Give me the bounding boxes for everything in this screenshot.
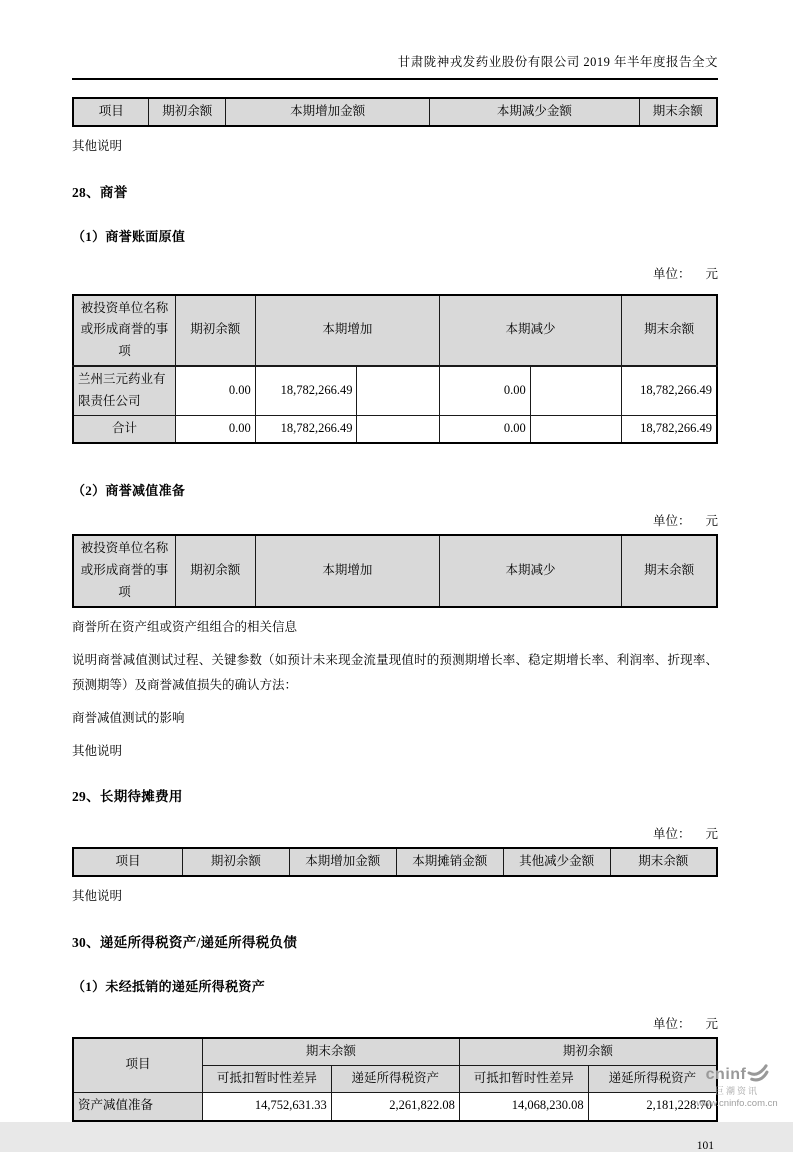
col-subheader: 递延所得税资产: [588, 1065, 717, 1092]
unit-value: 元: [705, 266, 718, 281]
section-28-2-title: （2）商誉减值准备: [72, 483, 186, 499]
cninfo-wordmark: cninf: [705, 1066, 747, 1083]
unit-value: 元: [705, 827, 718, 842]
table-header-row: [73, 295, 717, 367]
goodwill-note: 说明商誉减值测试过程、关键参数（如预计未来现金流量现值时的预测期增长率、稳定期增长率、利润率、折现率、预测期等）及商誉减值损失的确认方法：: [72, 652, 718, 693]
col-subheader: 可抵扣暂时性差异: [459, 1065, 588, 1092]
table-header-row: [73, 848, 717, 876]
group-header-begin: 期初余额: [459, 1038, 717, 1065]
cninfo-swoosh-icon: [748, 1064, 768, 1086]
col-header: 期初余额: [149, 98, 226, 126]
deferred-tax-assets-table: [72, 1037, 718, 1122]
section-28-title: 28、商誉: [72, 184, 128, 200]
col-subheader: 递延所得税资产: [331, 1065, 459, 1092]
unit-line: [72, 264, 718, 282]
cninfo-logo: [685, 1064, 789, 1109]
col-header: 期初余额: [175, 535, 255, 607]
goodwill-note: 商誉所在资产组或资产组组合的相关信息: [72, 620, 298, 634]
carryover-table: [72, 97, 718, 127]
cell-deferred-end: 2,261,822.08: [331, 1092, 459, 1121]
unit-line: [72, 511, 718, 529]
col-header: 本期减少金额: [430, 98, 639, 126]
col-header: 项目: [73, 848, 182, 876]
col-header: 被投资单位名称或形成商誉的事项: [73, 535, 175, 607]
col-header: 项目: [73, 98, 149, 126]
col-header: 本期增加: [255, 535, 439, 607]
col-header: 其他减少金额: [503, 848, 610, 876]
col-header: 本期增加金额: [289, 848, 396, 876]
other-note: 其他说明: [72, 889, 123, 904]
cell-decrease: 0.00: [439, 366, 530, 415]
long-term-prepaid-table: [72, 847, 718, 877]
cell-deductible-begin: 14,068,230.08: [459, 1092, 588, 1121]
header-rule: [72, 78, 718, 80]
unit-value: 元: [705, 1016, 718, 1031]
cell-increase-2: [357, 366, 439, 415]
goodwill-note: 商誉减值测试的影响: [72, 710, 185, 725]
table-header-row: [73, 98, 717, 126]
section-30-title: 30、递延所得税资产/递延所得税负债: [72, 934, 298, 950]
col-header: 期末余额: [639, 98, 717, 126]
cell-end: 18,782,266.49: [622, 415, 717, 443]
group-header-end: 期末余额: [202, 1038, 459, 1065]
table-row: [73, 1092, 717, 1121]
page-number: 101: [696, 1140, 714, 1152]
logo-row: [685, 1064, 789, 1086]
table-total-row: [73, 415, 717, 443]
table-header-row: [73, 535, 717, 607]
col-header: 期末余额: [622, 535, 717, 607]
row-label-total: 合计: [73, 415, 175, 443]
cell-decrease-2: [530, 415, 621, 443]
col-header: 本期减少: [439, 295, 621, 367]
cell-increase: 18,782,266.49: [255, 366, 357, 415]
col-header: 期末余额: [610, 848, 717, 876]
col-header: 期初余额: [182, 848, 289, 876]
cell-deductible-end: 14,752,631.33: [202, 1092, 331, 1121]
doc-header-title: 甘肃陇神戎发药业股份有限公司 2019 年半年度报告全文: [397, 55, 718, 69]
section-29-title: 29、长期待摊费用: [72, 789, 183, 805]
cell-begin: 0.00: [175, 366, 255, 415]
cell-increase-2: [357, 415, 439, 443]
section-30-1-title: （1）未经抵销的递延所得税资产: [72, 978, 266, 994]
section-28-1-title: （1）商誉账面原值: [72, 228, 186, 244]
cell-decrease-2: [530, 366, 621, 415]
goodwill-impairment-table: [72, 534, 718, 608]
col-header: 本期增加金额: [226, 98, 430, 126]
unit-label: 单位：: [652, 1016, 691, 1031]
unit-line: [72, 824, 718, 842]
cell-decrease: 0.00: [439, 415, 530, 443]
goodwill-note: 其他说明: [72, 743, 123, 758]
col-header: 被投资单位名称或形成商誉的事项: [73, 295, 175, 367]
unit-value: 元: [705, 514, 718, 529]
col-header: 本期摊销金额: [396, 848, 503, 876]
cninfo-chinese-name: 巨潮资讯: [714, 1086, 759, 1096]
col-header: 项目: [73, 1038, 202, 1092]
row-label: 资产减值准备: [73, 1092, 202, 1121]
col-header: 本期减少: [439, 535, 621, 607]
unit-label: 单位：: [652, 514, 691, 529]
col-header: 期末余额: [622, 295, 717, 367]
cell-end: 18,782,266.49: [622, 366, 717, 415]
cell-deferred-begin: 2,181,228.70: [588, 1092, 717, 1121]
unit-label: 单位：: [652, 827, 691, 842]
unit-label: 单位：: [652, 266, 691, 281]
cell-increase: 18,782,266.49: [255, 415, 357, 443]
cninfo-url: www.cninfo.com.cn: [696, 1098, 778, 1109]
unit-line: [72, 1014, 718, 1032]
goodwill-original-value-table: [72, 294, 718, 445]
other-note: 其他说明: [72, 138, 123, 153]
col-header: 期初余额: [175, 295, 255, 367]
table-group-header-row: [73, 1038, 717, 1065]
col-header: 本期增加: [255, 295, 439, 367]
table-row: [73, 366, 717, 415]
col-subheader: 可抵扣暂时性差异: [202, 1065, 331, 1092]
row-label: 兰州三元药业有限责任公司: [73, 366, 175, 415]
cell-begin: 0.00: [175, 415, 255, 443]
